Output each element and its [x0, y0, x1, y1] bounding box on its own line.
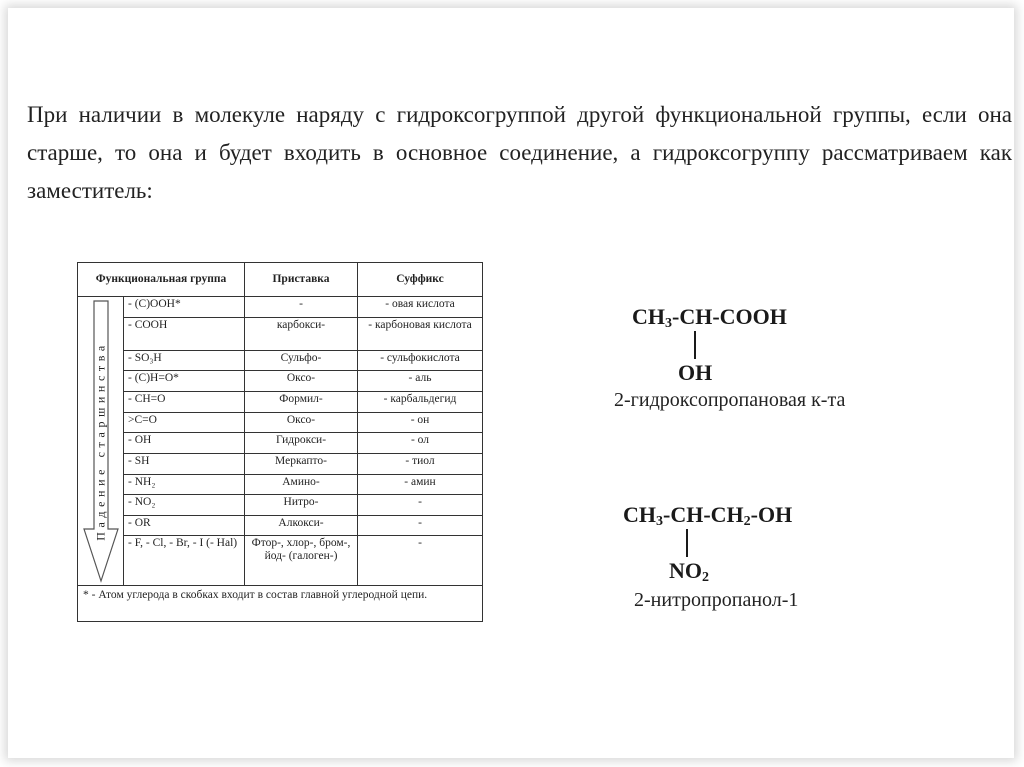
prefix-cell: Алкокси-	[245, 515, 358, 536]
header-suffix: Суффикс	[358, 263, 483, 297]
formula-1-bond	[694, 331, 696, 359]
group-cell: - CH=O	[124, 391, 245, 412]
formula-1-substituent: OH	[678, 360, 713, 385]
formula-2-sub2: 2	[743, 514, 751, 529]
group-cell: - (C)OOH*	[124, 297, 245, 318]
group-cell: - (C)H=O*	[124, 371, 245, 392]
group-cell: - COOH	[124, 317, 245, 350]
formula-1-ch: CH	[632, 304, 665, 329]
arrow-label: Падение старшинства	[93, 341, 108, 541]
prefix-cell: карбокси-	[245, 317, 358, 350]
formula-2-no-sub: 2	[702, 570, 709, 585]
header-prefix: Приставка	[245, 263, 358, 297]
group-cell: - SO₃H	[124, 350, 245, 371]
suffix-cell: - карбоновая кислота	[358, 317, 483, 350]
seniority-arrow-cell	[78, 297, 124, 586]
formula-1-name: 2-гидроксопропановая к-та	[614, 389, 846, 411]
formula-1-sub: 3	[665, 316, 672, 331]
formula-2-mid: -CH-CH	[663, 502, 744, 527]
intro-paragraph: При наличии в молекуле наряду с гидроксогруппой другой функциональной группы, если она старше, то она и будет входить в основное соединение, а гидроксогруппу рассматриваем как заместитель:	[27, 102, 1012, 203]
prefix-cell: Оксо-	[245, 412, 358, 433]
prefix-cell: -	[245, 297, 358, 318]
formula-2-sub1: 3	[656, 514, 663, 529]
formula-2-substituent	[669, 558, 709, 584]
header-group: Функциональная группа	[78, 263, 245, 297]
group-cell: - OR	[124, 515, 245, 536]
suffix-cell: - амин	[358, 474, 483, 495]
group-cell: - F, - Cl, - Br, - I (- Hal)	[124, 536, 245, 586]
formula-1-rest: -CH-COOH	[672, 304, 787, 329]
group-cell: - NO₂	[124, 495, 245, 516]
suffix-cell: - карбальдегид	[358, 391, 483, 412]
suffix-cell: - аль	[358, 371, 483, 392]
formula-2-no: NO	[669, 558, 702, 583]
suffix-cell: - ол	[358, 433, 483, 454]
formula-2-end: -OH	[750, 502, 793, 527]
suffix-cell: -	[358, 495, 483, 516]
formula-2-name: 2-нитропропанол-1	[634, 589, 799, 611]
group-cell: - NH₂	[124, 474, 245, 495]
functional-groups-table	[77, 262, 483, 622]
formula-2-ch: CH	[623, 502, 656, 527]
prefix-cell: Нитро-	[245, 495, 358, 516]
suffix-cell: - сульфокислота	[358, 350, 483, 371]
prefix-cell: Оксо-	[245, 371, 358, 392]
suffix-cell: - овая кислота	[358, 297, 483, 318]
formula-2-chain	[623, 502, 792, 528]
group-cell: - SH	[124, 453, 245, 474]
prefix-cell: Формил-	[245, 391, 358, 412]
table-footnote: * - Атом углерода в скобках входит в состав главной углеродной цепи.	[78, 586, 483, 622]
prefix-cell: Амино-	[245, 474, 358, 495]
suffix-cell: -	[358, 515, 483, 536]
group-cell: - OH	[124, 433, 245, 454]
suffix-cell: -	[358, 536, 483, 586]
suffix-cell: - он	[358, 412, 483, 433]
suffix-cell: - тиол	[358, 453, 483, 474]
group-cell: >C=O	[124, 412, 245, 433]
prefix-cell: Меркапто-	[245, 453, 358, 474]
prefix-cell: Гидрокси-	[245, 433, 358, 454]
prefix-cell: Сульфо-	[245, 350, 358, 371]
formula-2-bond	[686, 529, 688, 557]
prefix-cell: Фтор-, хлор-, бром-, йод- (галоген-)	[245, 536, 358, 586]
formula-1-chain	[632, 304, 787, 330]
